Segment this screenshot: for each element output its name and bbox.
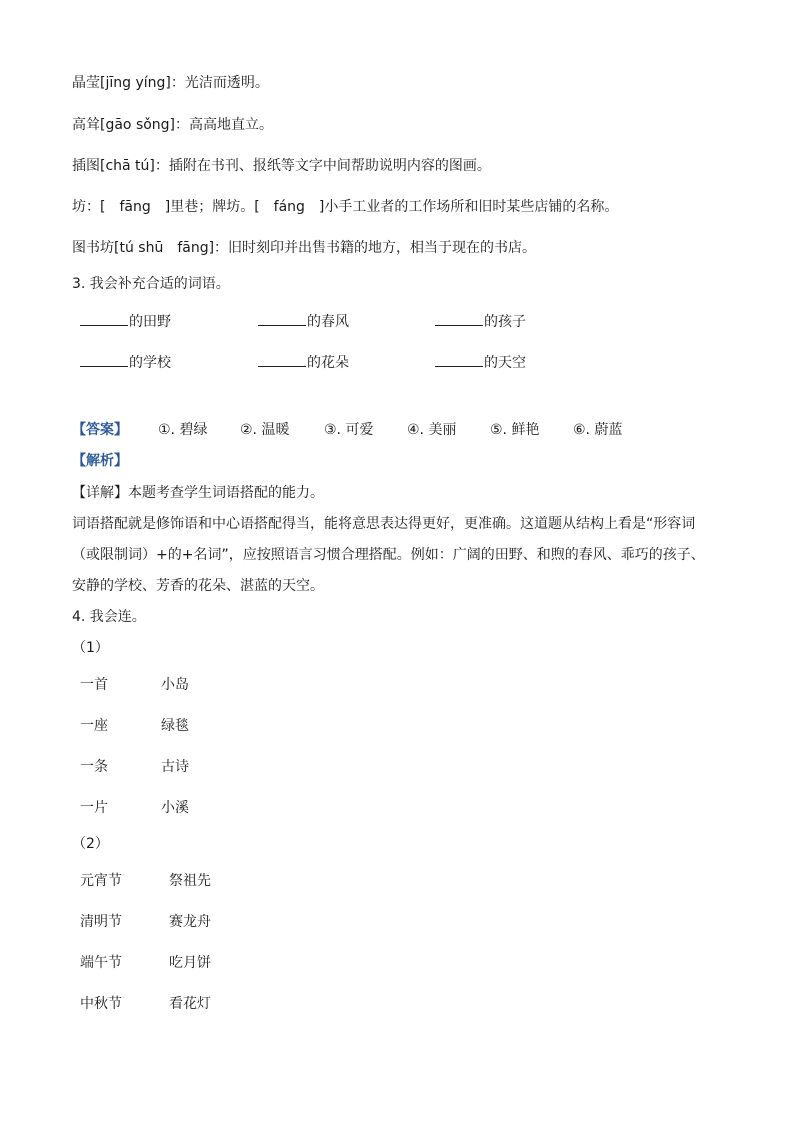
fill-blank-item: 的田野 [80,311,171,332]
analysis-paragraph-line: 词语搭配就是修饰语和中心语搭配得当，能将意思表达得更好，更准确。这道题从结构上看是“形容词 [72,516,696,532]
fill-blank-item: 的学校 [80,352,171,373]
match-right-item[interactable]: 绿毯 [161,718,189,734]
answer-blank[interactable] [80,352,128,367]
answer-blank[interactable] [435,311,483,326]
match-right-item[interactable]: 吃月饼 [169,955,211,971]
question-3-title: 3. 我会补充合适的词语。 [72,276,230,292]
fill-blank-item: 的天空 [435,352,526,373]
answer-blank[interactable] [258,311,306,326]
answer-blank[interactable] [435,352,483,367]
definition-line: 坊：[ fāng ]里巷；牌坊。[ fáng ]小手工业者的工作场所和旧时某些店铺的名称。 [72,199,619,215]
analysis-paragraph-line: 安静的学校、芳香的花朵、湛蓝的天空。 [72,578,324,594]
answer-item: ⑤. 鲜艳 [490,422,540,438]
fill-blank-item: 的春风 [258,311,349,332]
match-right-item[interactable]: 古诗 [161,759,189,775]
match-left-item[interactable]: 端午节 [80,955,122,971]
match-right-item[interactable]: 祭祖先 [169,873,211,889]
part-label: （2） [72,836,109,852]
answer-item: ③. 可爱 [324,422,374,438]
definition-line: 图书坊[tú shū fāng]：旧时刻印并出售书籍的地方，相当于现在的书店。 [72,240,537,256]
answer-item: ②. 温暖 [240,422,290,438]
question-4-title: 4. 我会连。 [72,609,146,625]
match-right-item[interactable]: 小岛 [161,677,189,693]
definition-line: 高耸[gāo sǒng]：高高地直立。 [72,117,274,133]
answer-label: 【答案】 [72,422,128,438]
answer-blank[interactable] [258,352,306,367]
analysis-paragraph-line: （或限制词）+的+名词”，应按照语言习惯合理搭配。例如：广阔的田野、和煦的春风、乖巧的孩子、 [72,547,705,563]
fill-blank-item: 的花朵 [258,352,349,373]
part-label: （1） [72,640,109,656]
match-right-item[interactable]: 赛龙舟 [169,914,211,930]
answer-item: ⑥. 蔚蓝 [573,422,623,438]
match-left-item[interactable]: 元宵节 [80,873,122,889]
fill-blank-item: 的孩子 [435,311,526,332]
answer-item: ④. 美丽 [407,422,457,438]
match-right-item[interactable]: 小溪 [161,800,189,816]
match-left-item[interactable]: 一片 [80,800,108,816]
match-left-item[interactable]: 中秋节 [80,996,122,1012]
analysis-label: 【解析】 [72,453,128,469]
match-left-item[interactable]: 清明节 [80,914,122,930]
definition-line: 插图[chā tú]：插附在书刊、报纸等文字中间帮助说明内容的图画。 [72,158,491,174]
answer-blank[interactable] [80,311,128,326]
answer-item: ①. 碧绿 [158,422,208,438]
match-left-item[interactable]: 一首 [80,677,108,693]
match-left-item[interactable]: 一座 [80,718,108,734]
match-left-item[interactable]: 一条 [80,759,108,775]
analysis-detail: 【详解】本题考查学生词语搭配的能力。 [72,485,324,501]
match-right-item[interactable]: 看花灯 [169,996,211,1012]
definition-line: 晶莹[jīng yíng]：光洁而透明。 [72,75,269,91]
